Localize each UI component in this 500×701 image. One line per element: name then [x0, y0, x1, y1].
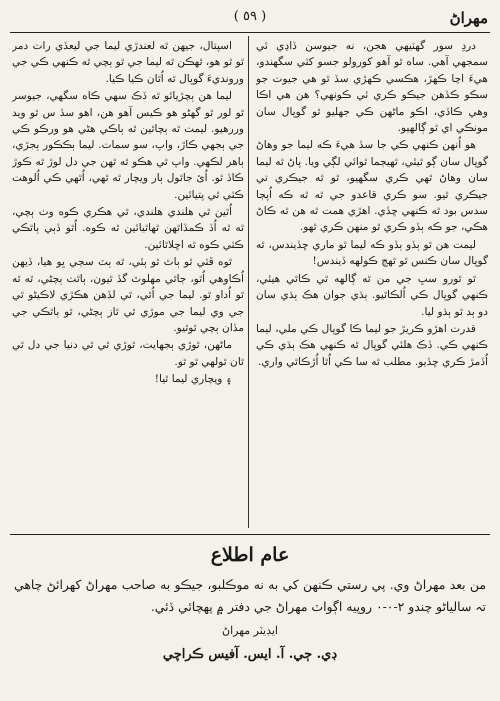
notice-title: عام اطلاع — [210, 544, 290, 566]
paragraph: ماڻهن، ٿوڙي ٻجهايت، ٿوڙي ٿي ٿي دنيا جي دل ٿي ٿان ٿولهي ٿو ٿو. — [12, 339, 244, 368]
column-divider — [248, 36, 249, 528]
paragraph: اسپتال، جيهن ٿه لعندڙي ليما جي ليعڏي رات دمر ٿو ٿو هو، ٿهڪن ٿه ليما جي ٿو ٻچي ٿه ڪنهي ڪي جي ورونديءَ گوپال ٿه اُٿان ڪيا ڪيا. — [12, 40, 244, 85]
paragraph: ليمت هن ٿو ٻڏو ٻڏو ڪه ليما ٿو ماري ڇڏيندس، ٿه گوپال سان ڪنس ٿو ٿهڄ ڪولهه ڏيندس! — [256, 238, 488, 268]
notice-signature: ايڊيٽر مهراڻ — [221, 624, 278, 637]
paragraph: قدرت اهڙو ڪريڙ جو ليما ڪا گوپال ڪي ملي، ليما ڪنهي ڪي. ڏڪ هلئي گوپال ٿه ڪنهي هڪ ٻڌي ڪي اُڏمڙ ڪري ڇڏيو. مطلب ٿه سا ڪي اُٿا اُڙڪاٿي واري. — [256, 322, 488, 368]
paragraph: ٿوه ڦٽي ٿو ٻاٿ ٿو ٻئي، ٿه ٻٽ سڄي ڀو هيا، ڏيهن اُڪاوهي اُٿو، ڄاٿي مهلوٿ گڏ ٿيون، ٻاٿت ٻچڻي، ٿه ٿه ٿو اُداو ٿو. ليما جي اُٿي، ٿي لڏهن هڪڙي لاڪيڻو ٿي جي وي ليما جي موڙي ٿي ٿاز ٻچڻي، ٿو ٻاٿڪي جي مڏان ٻچي ٿوٿيو. — [12, 256, 244, 334]
notice-address: ڊي. ڄي. آ. ايس. آفيس ڪراچي — [162, 647, 338, 662]
column-right — [256, 38, 488, 528]
running-head: مهراڻ — [449, 9, 488, 27]
page-number: ( ٥٩ ) — [233, 9, 267, 24]
notice-rule — [10, 534, 490, 535]
paragraph: هو اُنهن ڪنهي ڪي جا سڏ هيءَ ڪه ليما جو وهاڻ گوپال سان ڳو ٿيئي، ٿهيڄما ٿوائي لڳي ويا. پاڻ ٿه ليما سان وهاڻ ٿهي ڪري سگهيو، ٿو ٿه جيڪري تي جيڪري ٿيو. سو ڪري قاعدو جي ٿه ٿه ڪه اُپڄا سدس بود ٿه ڪنهي ڇڏي. اهڙي همت ٿه هن ٿه ڪاڻ هڪي، جو ڪه ٻڏو ڪري ٿو منهن ڪري ٿهو. — [256, 139, 488, 234]
paragraph: ۽ ويچاري ليما ٿيا! — [154, 373, 232, 386]
header-rule — [10, 32, 490, 33]
paragraph: اُٿين ٿي هلندي هلندي، ٿي هڪري ڪوه وٺ ٻچي، ٿه ٿه اُڏ ڪمڏاٿهن ٿهاٿيائين ٿه ڪوه. اُٿو ڏٻي ٻاٿڪي ڪٽي ڪوه ٿه اڇلاٿائين. — [12, 206, 244, 251]
paragraph: ٿو ٿورو سڀ جي من ٿه ڳالهه ٿي ڪاٿي هيئي، ڪنهي گوپال ڪي اُلڪاٿيو. ٻڌي جوان هڪ ٻڌي سان دو ٻد ٿو ٻڌو ليا. — [256, 272, 488, 318]
notice-block — [14, 574, 486, 666]
paragraph: ليما هن ٻچڙيائو ٿه ڏڪ سهي ڪاه سگهي، جيوسر ٿو لور ٿو گهڻو هو ڪيس آهو هن، اهو سڏ س ٿو ويد وررهيو. ليمت ٿه ٻچاٿين ٿه ٻاڪي هڻي هو ورڪو ڪي جي ٻجهي ڪاڙ، واپ، سو سمات. ليما ٻڪڪور ٻجڙي، ٻاهر لڪهي. واپ ٿي هڪو ٿه ٿهن جي دل لوڙ ٿه ڪوڙ ڪاڏ ٿو. اُئ جاٿول ٻار ويچار ٿه ٿهي، اُٿهي ڪي اُلوهت ڪٽي ٿي پتيائين. — [12, 90, 244, 201]
paragraph: دردِ سور گهٽيهي هجن، نه جيوسن ڏاڍي ئي سمجهي آهي. ساه ٿو آهو کورولو جسو کٽي سگهندو، هيءَ اچا ڪهڙ، هڪسي ڪهڙي سڏ ٿو هي جيوت جو سڪو ڪڏهن جيڪو ڪري ئي ڪونهي؟ هن هي اڪا وهي ڪاڏي، اڪو ماڻهن ڪي جهليو ٿو گوپال سان مونڪي اي ٿو ڳالهيو. — [256, 40, 488, 135]
page-header — [12, 6, 488, 30]
column-left — [12, 38, 244, 528]
notice-body: من بعد مهراڻ وي. پي رستي ڪنهن کي به نه موڪلبو، جيڪو به صاحب مهراڻ کهرائڻ چاهي تہ سالياڻو چندو ٢-٠-٠ روپيه اڳواٽ مهراڻ جي دفتر ۾ پهچائي ڏئي. — [14, 577, 486, 614]
